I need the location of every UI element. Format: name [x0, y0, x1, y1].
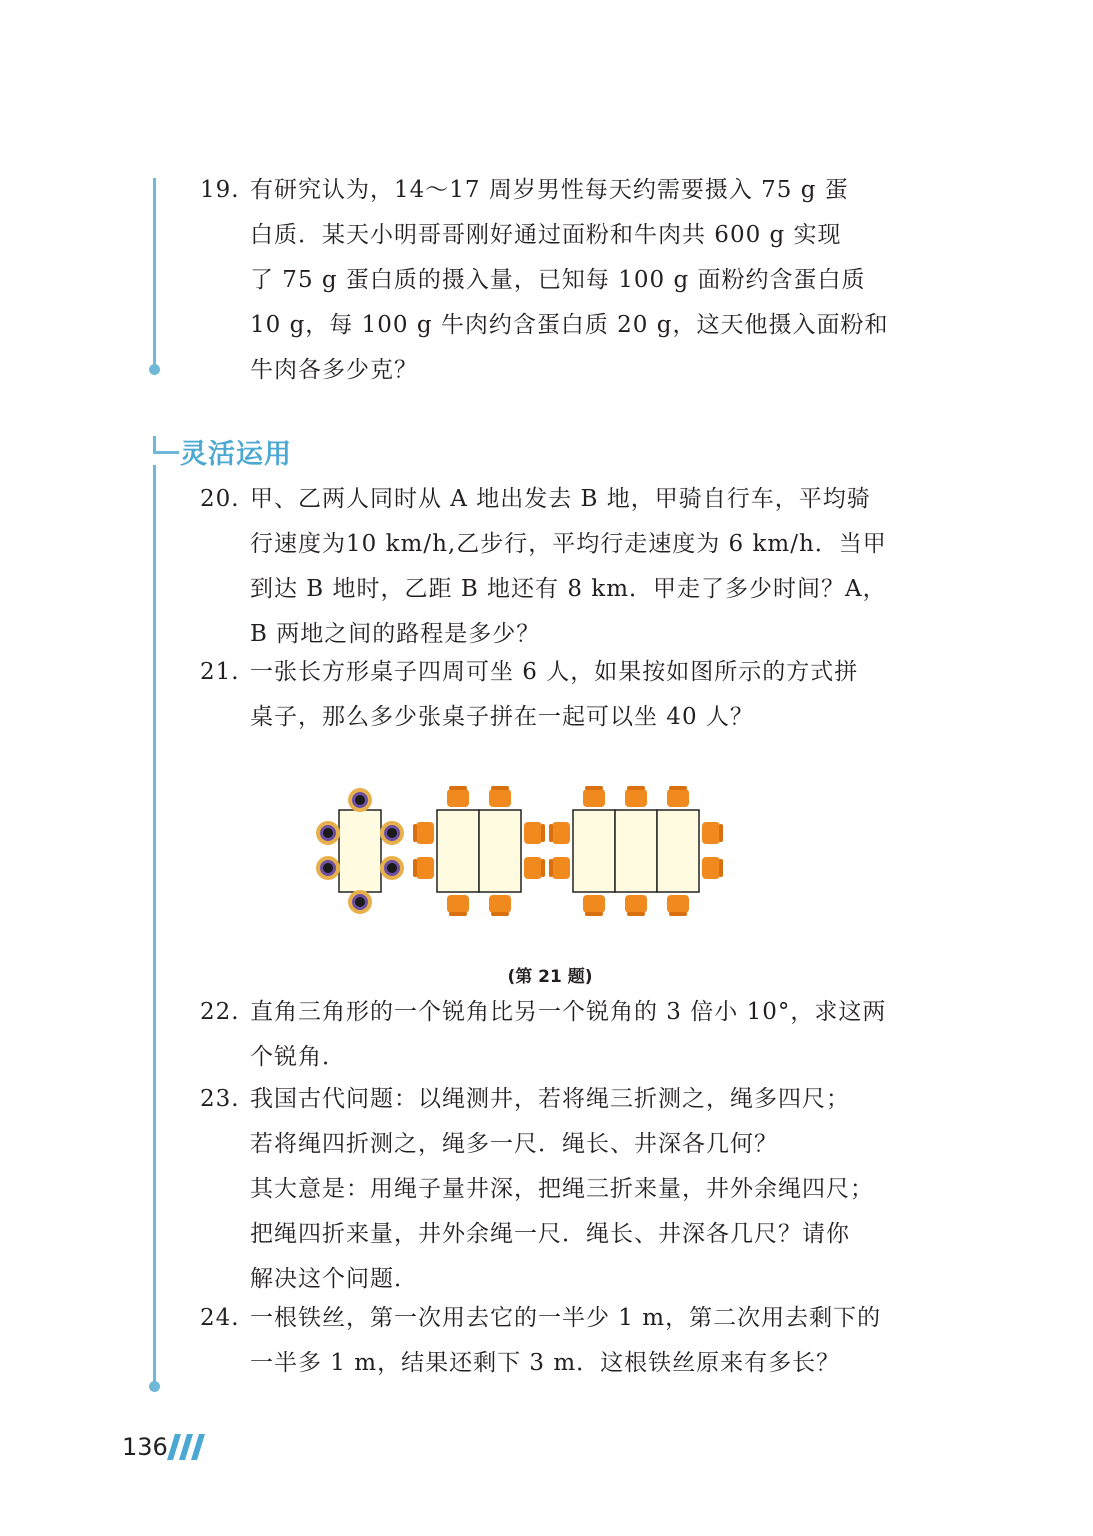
- table: [573, 810, 615, 892]
- table: [657, 810, 699, 892]
- problem-20: [200, 477, 900, 657]
- problem-line: 若将绳四折测之，绳多一尺．绳长、井深各几何？: [250, 1131, 778, 1157]
- problem-19: [200, 168, 900, 393]
- table: [615, 810, 657, 892]
- table: [339, 810, 381, 892]
- margin-bar-top-dot: [149, 364, 160, 375]
- table: [437, 810, 479, 892]
- problem-line: 甲、乙两人同时从 A 地出发去 B 地，甲骑自行车，平均骑: [250, 486, 871, 512]
- table-group-2: [413, 786, 545, 916]
- person-icon: [380, 856, 404, 880]
- chair-icon: [413, 857, 434, 879]
- problem-number: 24.: [200, 1305, 240, 1331]
- person-icon: [380, 821, 404, 845]
- table-group-1: [316, 788, 404, 914]
- margin-bar-bottom-dot: [149, 1381, 160, 1392]
- problem-number: 20.: [200, 486, 240, 512]
- problem-line: 白质．某天小明哥哥刚好通过面粉和牛肉共 600 g 实现: [250, 222, 842, 248]
- problem-line: 我国古代问题：以绳测井，若将绳三折测之，绳多四尺；: [250, 1086, 850, 1112]
- chair-icon: [625, 786, 647, 807]
- chair-icon: [667, 786, 689, 807]
- person-icon: [316, 856, 340, 880]
- problem-line: 个锐角．: [250, 1044, 346, 1070]
- person-icon: [348, 890, 372, 914]
- chair-icon: [489, 786, 511, 807]
- chair-icon: [447, 786, 469, 807]
- margin-bar-bottom: [153, 465, 156, 1385]
- problem-line: 10 g，每 100 g 牛肉约含蛋白质 20 g，这天他摄入面粉和: [250, 312, 889, 338]
- chair-icon: [702, 857, 723, 879]
- problem-22: [200, 990, 900, 1080]
- problem-line: 了 75 g 蛋白质的摄入量，已知每 100 g 面粉约含蛋白质: [250, 267, 866, 293]
- problem-23: [200, 1077, 900, 1302]
- page-number: 136: [122, 1433, 168, 1461]
- problem-line: 行速度为10 km/h,乙步行，平均行走速度为 6 km/h．当甲: [250, 531, 887, 557]
- section-dash: [155, 451, 179, 454]
- problem-line: 一根铁丝，第一次用去它的一半少 1 m，第二次用去剩下的: [250, 1305, 882, 1331]
- person-icon: [316, 821, 340, 845]
- problem-number: 19.: [200, 177, 240, 203]
- chair-icon: [583, 786, 605, 807]
- problem-number: 23.: [200, 1086, 240, 1112]
- chair-icon: [413, 822, 434, 844]
- problem-line: 直角三角形的一个锐角比另一个锐角的 3 倍小 10°，求这两: [250, 999, 887, 1025]
- chair-icon: [524, 822, 545, 844]
- person-icon: [348, 788, 372, 812]
- table-arrangement-figure: [300, 778, 740, 918]
- chair-icon: [702, 822, 723, 844]
- chair-icon: [549, 822, 570, 844]
- chair-icon: [524, 857, 545, 879]
- page-number-slashes-icon: [166, 1432, 208, 1462]
- problem-number: 22.: [200, 999, 240, 1025]
- section-title: 灵活运用: [180, 439, 292, 470]
- chair-icon: [583, 895, 605, 916]
- problem-line: 其大意是：用绳子量井深，把绳三折来量，井外余绳四尺；: [250, 1176, 874, 1202]
- problem-line: 桌子，那么多少张桌子拼在一起可以坐 40 人？: [250, 704, 754, 730]
- problem-number: 21.: [200, 659, 240, 685]
- figure-caption: (第 21 题): [507, 967, 593, 987]
- chair-icon: [447, 895, 469, 916]
- chair-icon: [549, 857, 570, 879]
- problem-line: 一半多 1 m，结果还剩下 3 m．这根铁丝原来有多长？: [250, 1350, 841, 1376]
- problem-line: B 两地之间的路程是多少？: [250, 621, 541, 647]
- problem-line: 牛肉各多少克？: [250, 357, 418, 383]
- chair-icon: [489, 895, 511, 916]
- problem-line: 一张长方形桌子四周可坐 6 人，如果按如图所示的方式拼: [250, 659, 859, 685]
- table-group-3: [549, 786, 723, 916]
- chair-icon: [667, 895, 689, 916]
- problem-line: 把绳四折来量，井外余绳一尺．绳长、井深各几尺？请你: [250, 1221, 850, 1247]
- problem-line: 到达 B 地时，乙距 B 地还有 8 km．甲走了多少时间？A，: [250, 576, 887, 602]
- table: [479, 810, 521, 892]
- problem-line: 解决这个问题．: [250, 1266, 418, 1292]
- margin-bar-top: [153, 178, 156, 368]
- problem-line: 有研究认为，14～17 周岁男性每天约需要摄入 75 g 蛋: [250, 177, 849, 203]
- chair-icon: [625, 895, 647, 916]
- problem-21: [200, 650, 900, 740]
- problem-24: [200, 1296, 900, 1386]
